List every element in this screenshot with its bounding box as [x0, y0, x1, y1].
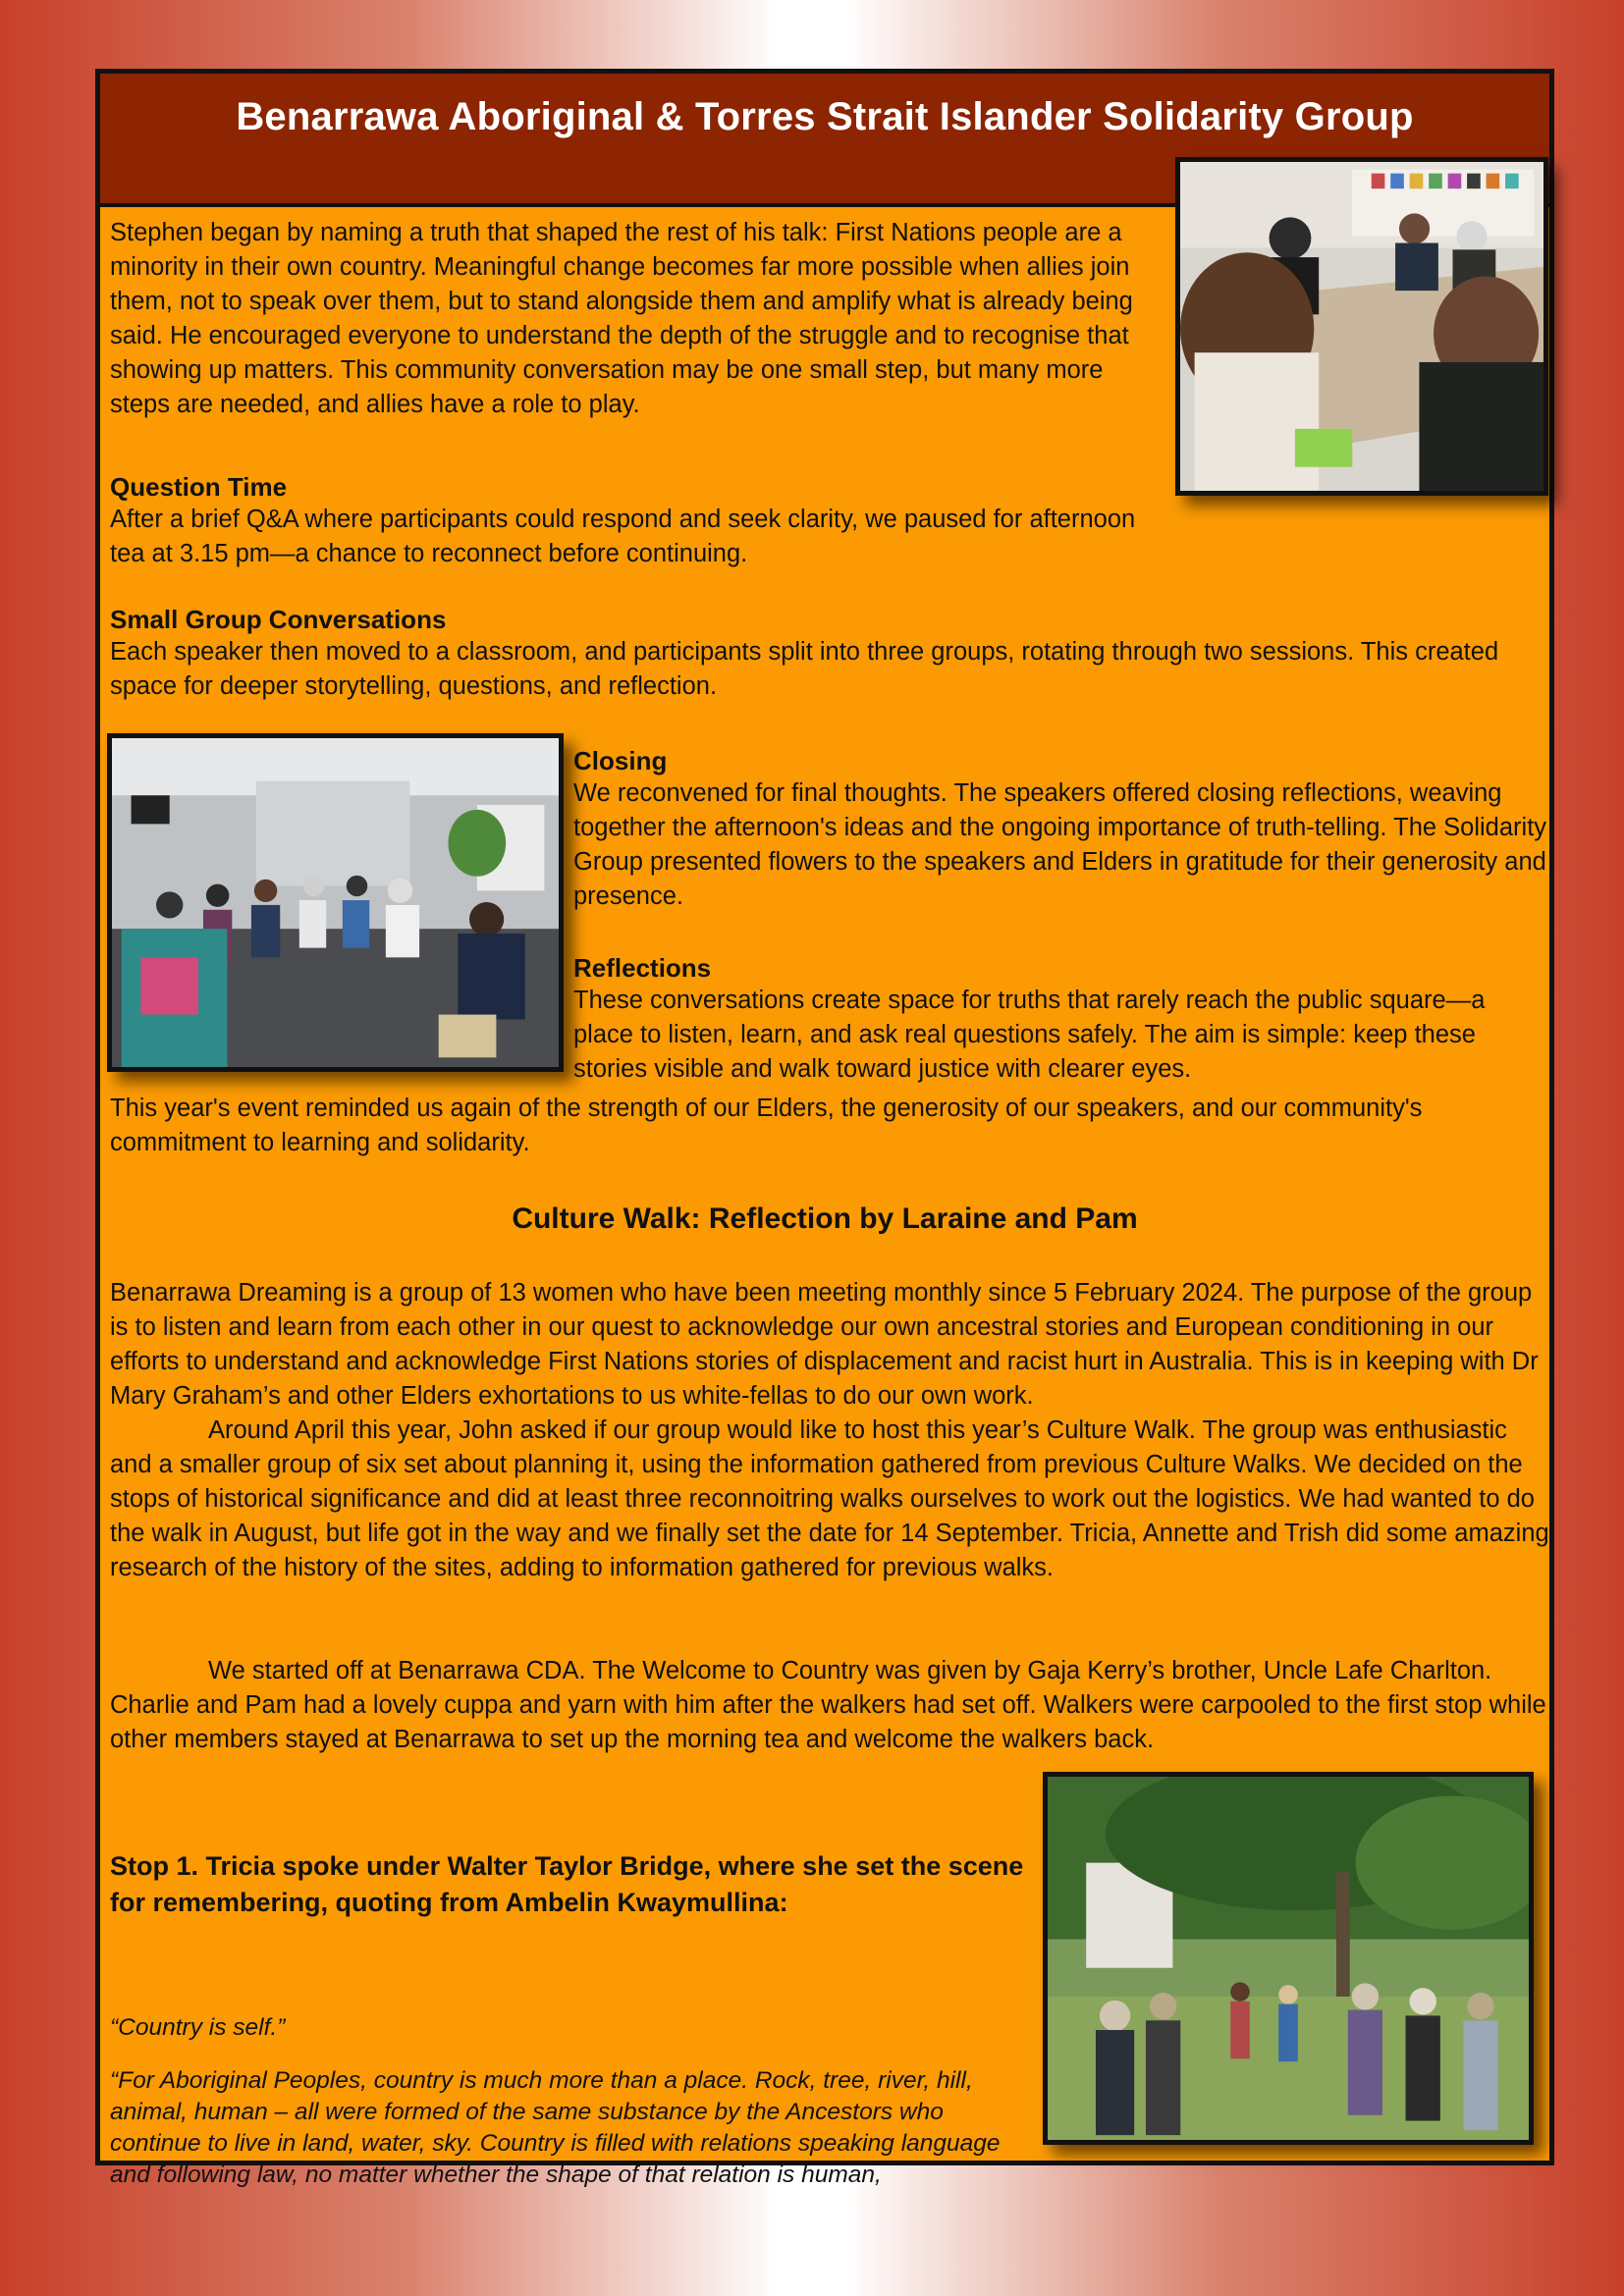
quote-block — [110, 2012, 1033, 2191]
stop1-section — [110, 1848, 1033, 1921]
small-groups-section — [110, 604, 1553, 704]
quote-aboriginal-peoples: “For Aboriginal Peoples, country is much more than a place. Rock, tree, river, hill, animal, human – all were formed of the same substance by the Ancestors who continue to live in land, water, sky. Country is filled with relations speaking language and following law, no matter whether the shape of that relation is human, — [110, 2067, 1001, 2188]
photo-walkers-under-tree — [1043, 1772, 1534, 2145]
photo-classroom-circle — [107, 733, 564, 1072]
culture-walk-body — [110, 1276, 1553, 1585]
question-time-text: After a brief Q&A where participants could respond and seek clarity, we paused for afternoon tea at 3.15 pm—a chance to reconnect before continuing. — [110, 506, 1136, 567]
closing-text: We reconvened for final thoughts. The speakers offered closing reflections, weaving together the afternoon's ideas and the ongoing importance of truth-telling. The Solidarity Group presented flowers to the speakers and Elders in gratitude for their generosity and presence. — [573, 779, 1547, 910]
closing-heading: Closing — [573, 746, 668, 775]
reflections-closing-paragraph — [110, 1092, 1553, 1160]
small-groups-heading: Small Group Conversations — [110, 605, 447, 634]
culture-walk-title: Culture Walk: Reflection by Laraine and Pam — [512, 1202, 1138, 1235]
reflections-section — [573, 952, 1550, 1087]
quote-country-is-self: “Country is self.” — [110, 2014, 286, 2041]
reflections-heading: Reflections — [573, 953, 712, 983]
question-time-section — [110, 471, 1165, 571]
intro-text: Stephen began by naming a truth that shaped the rest of his talk: First Nations people are a minority in their own country. Meaningful change becomes far more possible when allies join them, not to speak over them, but to stand alongside them and amplify what is already being said. He encouraged everyone to understand the depth of the struggle and to recognise that showing up matters. This community conversation may be one small step, but many more steps are needed, and allies have a role to play. — [110, 219, 1133, 418]
reflections-text: These conversations create space for truths that rarely reach the public square—a place to listen, learn, and ask real questions safely. The aim is simple: keep these stories visible and walk toward justice with clearer eyes. — [573, 987, 1486, 1083]
intro-paragraph — [110, 216, 1165, 422]
culture-walk-para3-block — [110, 1654, 1553, 1757]
photo-meeting-table — [1175, 157, 1548, 496]
stop1-heading: Stop 1. Tricia spoke under Walter Taylor Bridge, where she set the scene for remembering, quoting from Ambelin Kwaymullina: — [110, 1851, 1024, 1917]
newsletter-page — [95, 69, 1554, 2188]
culture-walk-para2: Around April this year, John asked if our group would like to host this year’s Culture Walk. The group was enthusiastic and a smaller group of six set about planning it, using the information gathered from previous Culture Walks. We decided on the stops of historical significance and did at least three reconnoitring walks ourselves to work out the logistics. We had wanted to do the walk in August, but life got in the way and we finally set the date for 14 September. Tricia, Annette and Trish did some amazing research of the history of the sites, adding to information gathered for previous walks. — [110, 1416, 1549, 1581]
small-groups-text: Each speaker then moved to a classroom, and participants split into three groups, rotating through two sessions. This created space for deeper storytelling, questions, and reflection. — [110, 638, 1499, 700]
reflections-after-text: This year's event reminded us again of the strength of our Elders, the generosity of our speakers, and our community's commitment to learning and solidarity. — [110, 1095, 1423, 1156]
culture-walk-para1: Benarrawa Dreaming is a group of 13 women who have been meeting monthly since 5 February 2024. The purpose of the group is to listen and learn from each other in our quest to acknowledge our own ancestral stories and European conditioning in our efforts to understand and acknowledge First Nations stories of displacement and racist hurt in Australia. This is in keeping with Dr Mary Graham’s and other Elders exhortations to us white-fellas to do our own work. — [110, 1279, 1539, 1410]
culture-walk-para3: We started off at Benarrawa CDA. The Welcome to Country was given by Gaja Kerry’s brother, Uncle Lafe Charlton. Charlie and Pam had a lovely cuppa and yarn with him after the walkers had set off. Walkers were carpooled to the first stop while other members stayed at Benarrawa to set up the morning tea and welcome the walkers back. — [110, 1657, 1546, 1753]
page-title: Benarrawa Aboriginal & Torres Strait Islander Solidarity Group — [236, 95, 1414, 138]
question-time-heading: Question Time — [110, 472, 288, 502]
closing-section — [573, 745, 1550, 914]
